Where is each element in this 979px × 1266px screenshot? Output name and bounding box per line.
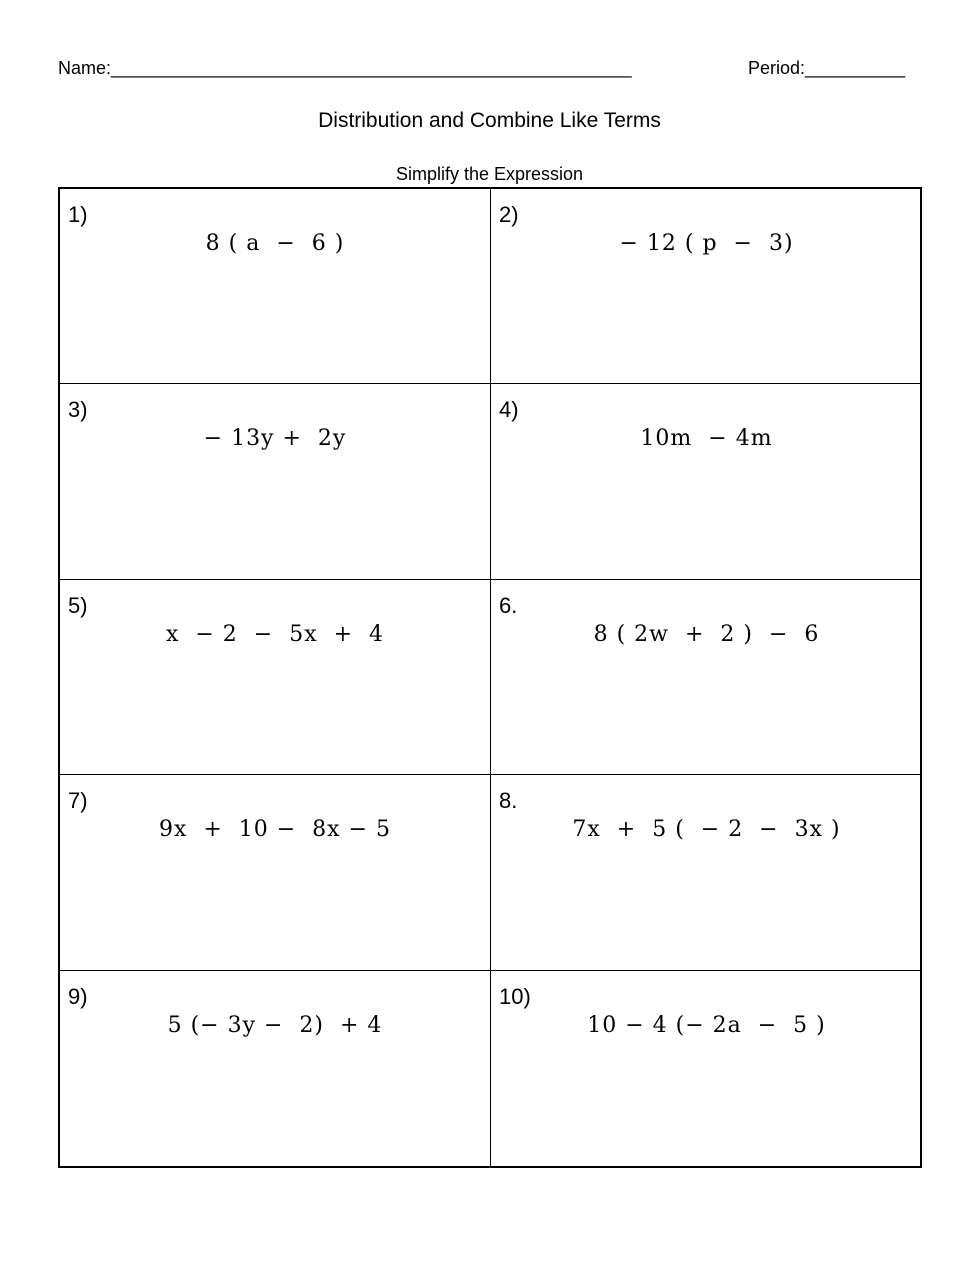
worksheet-title: Distribution and Combine Like Terms — [318, 109, 661, 132]
problem-expression: 10 − 4 (− 2a − 5 ) — [587, 1012, 826, 1038]
problem-expression: 8 ( a − 6 ) — [205, 231, 345, 256]
problem-cell[interactable] — [491, 580, 922, 775]
problem-number: 2) — [499, 202, 519, 227]
problem-cell[interactable] — [491, 971, 922, 1166]
problem-cell[interactable] — [60, 580, 491, 775]
problem-grid — [58, 187, 922, 1168]
problem-number: 3) — [68, 397, 88, 423]
problem-expression: 10m − 4m — [640, 426, 773, 452]
problem-number: 8. — [499, 788, 518, 814]
problem-cell[interactable] — [60, 189, 491, 384]
worksheet-instructions: Simplify the Expression — [395, 164, 584, 184]
problem-cell[interactable] — [60, 775, 491, 970]
problem-expression: − 12 ( p − 3) — [619, 231, 794, 256]
problem-number: 10) — [499, 983, 531, 1009]
name-field-label[interactable]: Name:____________________________________________________ — [58, 58, 632, 78]
problem-expression: 8 ( 2w + 2 ) − 6 — [593, 621, 820, 647]
period-field-label[interactable]: Period:__________ — [748, 58, 906, 78]
problem-cell[interactable] — [491, 775, 922, 970]
problem-number: 6. — [499, 592, 518, 618]
problem-expression: 9x + 10 − 8x − 5 — [158, 817, 392, 843]
problem-number: 1) — [68, 202, 88, 227]
problem-number: 4) — [499, 397, 519, 423]
problem-cell[interactable] — [60, 971, 491, 1166]
problem-number: 9) — [68, 983, 88, 1009]
problem-expression: 7x + 5 ( − 2 − 3x ) — [572, 817, 841, 843]
problem-expression: x − 2 − 5x + 4 — [165, 621, 385, 647]
problem-number: 7) — [68, 788, 88, 814]
problem-cell[interactable] — [491, 189, 922, 384]
problem-cell[interactable] — [60, 384, 491, 579]
problem-expression: 5 (− 3y − 2) + 4 — [167, 1012, 383, 1038]
problem-expression: − 13y + 2y — [203, 426, 347, 452]
problem-number: 5) — [68, 592, 88, 618]
problem-cell[interactable] — [491, 384, 922, 579]
